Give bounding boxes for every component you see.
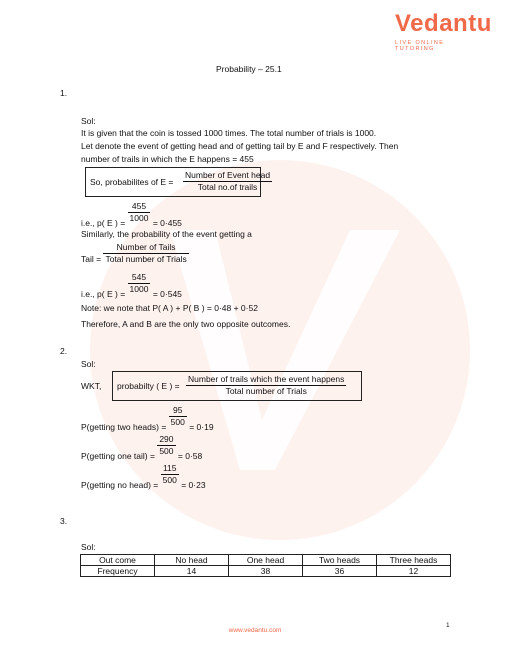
denominator: Total no.of trails — [197, 182, 258, 192]
table-header-cell: Three heads — [377, 555, 451, 566]
page-title: Probability – 25.1 — [216, 64, 282, 74]
table-cell: 14 — [155, 566, 229, 577]
numerator: Number of Event head — [185, 170, 271, 180]
logo-wordmark: Vedantu — [395, 10, 492, 37]
logo-tagline: LIVE ONLINE TUTORING — [395, 40, 445, 52]
numerator: Number of trails which the event happens — [188, 374, 345, 384]
formula-prefix: probabilty ( E ) = — [117, 381, 180, 391]
equation-result: = 0·58 — [177, 450, 203, 461]
text-line: Note: we note that P( A ) + P( B ) = 0·48 + 0·52 — [81, 303, 258, 313]
equation-prefix: P(getting no head) = — [81, 479, 159, 490]
table-cell: 36 — [303, 566, 377, 577]
fraction — [169, 405, 187, 428]
equation-prefix: P(getting one tail) = — [81, 450, 155, 461]
table-header-cell: Two heads — [303, 555, 377, 566]
equation — [81, 463, 206, 490]
equation-prefix: i.e., p( E ) = — [81, 217, 126, 228]
equation — [81, 242, 189, 265]
fraction — [161, 463, 179, 486]
sol-label: Sol: — [81, 116, 96, 126]
table-header-row — [81, 555, 451, 566]
table-cell: Frequency — [81, 566, 155, 577]
text-line: number of trails in which the E happens = 455 — [81, 154, 254, 164]
denominator: Total number of Trials — [225, 386, 307, 396]
fraction — [128, 201, 151, 224]
denominator: 500 — [159, 446, 174, 456]
vedantu-logo — [383, 10, 492, 54]
denominator: 1000 — [129, 213, 149, 223]
fraction — [183, 170, 272, 193]
numerator: 290 — [159, 434, 174, 444]
numerator: 95 — [169, 405, 187, 417]
sol-label: Sol: — [81, 359, 96, 369]
numerator: 115 — [161, 463, 179, 475]
equation — [81, 405, 214, 432]
table-header-cell: Out come — [81, 555, 155, 566]
denominator: 1000 — [129, 284, 149, 294]
denominator: 500 — [170, 417, 185, 427]
fraction — [157, 434, 175, 457]
numerator: 455 — [128, 201, 151, 213]
numerator: 545 — [128, 272, 151, 284]
fraction — [103, 242, 188, 265]
formula-prefix: So, probabilites of E = — [90, 177, 174, 187]
denominator: Total number of Trials — [105, 254, 187, 264]
equation-result: = 0·545 — [152, 288, 182, 299]
table-header-cell: No head — [155, 555, 229, 566]
formula-box — [85, 167, 271, 197]
footer-link[interactable]: www.vedantu.com — [228, 627, 282, 634]
equation — [81, 201, 182, 228]
frequency-table — [80, 554, 451, 577]
equation — [81, 272, 182, 299]
text-line: Therefore, A and B are the only two opposite outcomes. — [81, 319, 291, 329]
equation-result: = 0·23 — [181, 479, 206, 490]
question-number: 2. — [60, 346, 68, 356]
table-header-cell: One head — [229, 555, 303, 566]
fraction — [128, 272, 151, 295]
sol-label: Sol: — [81, 542, 96, 552]
equation-result: = 0·455 — [152, 217, 182, 228]
numerator: Number of Tails — [103, 242, 188, 254]
question-number: 1. — [60, 88, 68, 98]
equation-prefix: i.e., p( E ) = — [81, 288, 126, 299]
question-number: 3. — [60, 516, 68, 526]
text-line: Let denote the event of getting head and of getting tail by E and F respectively. Then — [81, 141, 399, 151]
text-line: Similarly, the probability of the event getting a — [81, 229, 252, 239]
formula-box — [112, 371, 362, 401]
equation-prefix: Tail = — [81, 253, 102, 264]
wkt-label: WKT, — [81, 381, 102, 391]
fraction — [186, 374, 346, 397]
table-row — [81, 566, 451, 577]
denominator: 500 — [162, 475, 177, 485]
equation — [81, 434, 203, 461]
table-cell: 38 — [229, 566, 303, 577]
table-cell: 12 — [377, 566, 451, 577]
text-line: It is given that the coin is tossed 1000 times. The total number of trials is 1000. — [81, 128, 377, 138]
equation-result: = 0·19 — [189, 421, 214, 432]
page-number: 1 — [446, 622, 450, 629]
equation-prefix: P(getting two heads) = — [81, 421, 167, 432]
